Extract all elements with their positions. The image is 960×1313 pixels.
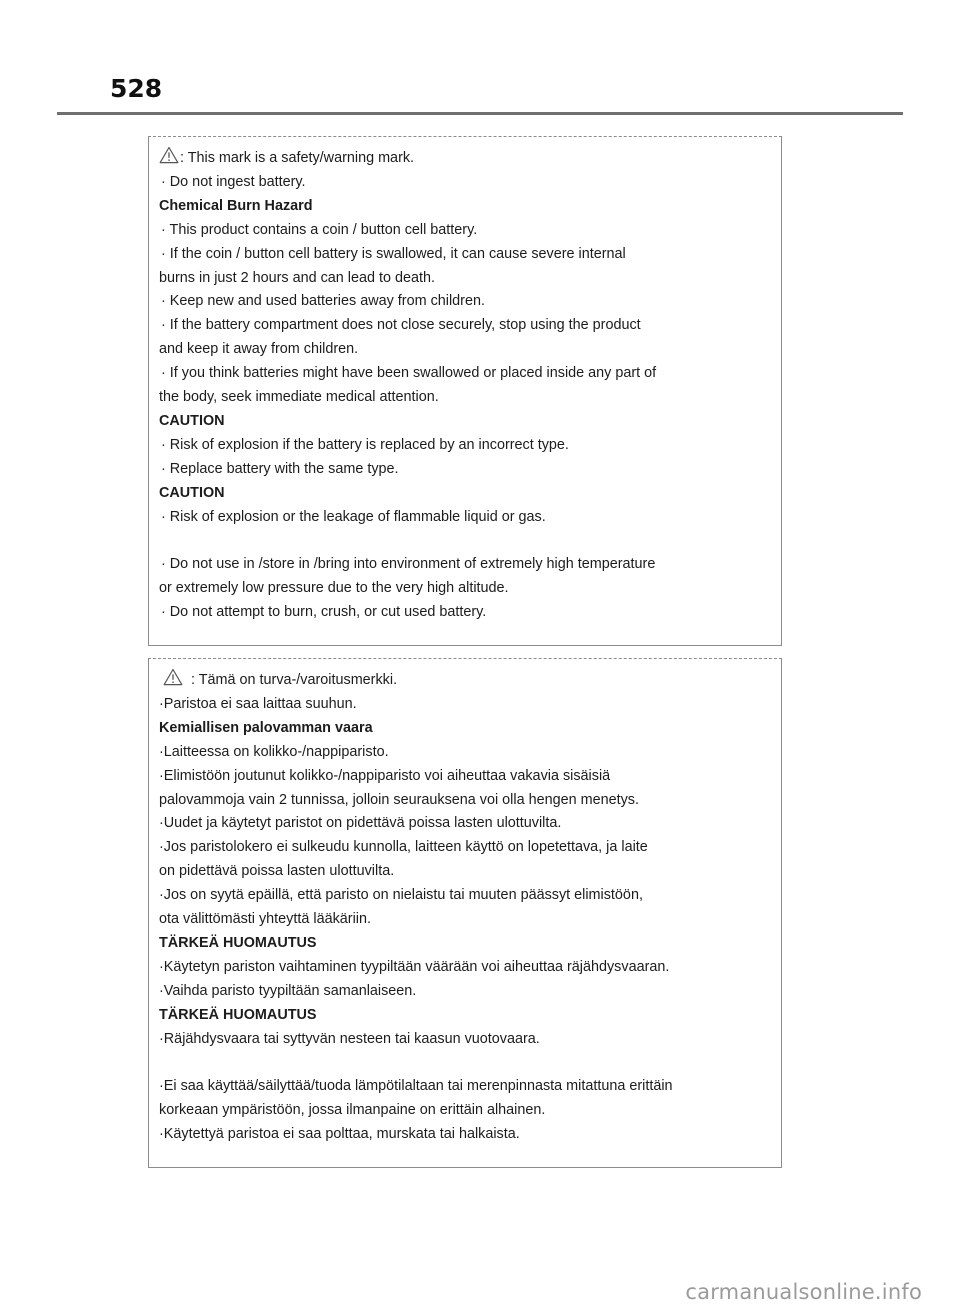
text-line: korkeaan ympäristöön, jossa ilmanpaine on erittäin alhainen.: [159, 1102, 546, 1119]
text-line: ·Elimistöön joutunut kolikko-/nappiparisto voi aiheuttaa vakavia sisäisiä: [159, 767, 611, 784]
text-line: · Do not use in /store in /bring into environment of extremely high temperature: [161, 556, 656, 573]
finnish-lines: [159, 693, 771, 1147]
watermark-text: carmanualsonline.info: [685, 1280, 922, 1304]
text-line: ·Paristoa ei saa laittaa suuhun.: [159, 695, 357, 712]
text-line: ·Ei saa käyttää/säilyttää/tuoda lämpötilaltaan tai merenpinnasta mitattuna erittäin: [159, 1078, 673, 1095]
text-line: ·Vaihda paristo tyypiltään samanlaiseen.: [159, 982, 417, 999]
english-lines: [159, 171, 771, 625]
english-warning-box: [148, 136, 782, 646]
english-warning-mark-line: [159, 146, 771, 171]
warning-triangle-icon: [159, 146, 179, 164]
section-heading: TÄRKEÄ HUOMAUTUS: [159, 1006, 317, 1023]
section-heading: CAUTION: [159, 484, 225, 501]
text-line: ·Laitteessa on kolikko-/nappiparisto.: [159, 743, 389, 760]
text-line: ·Käytettyä paristoa ei saa polttaa, murskata tai halkaista.: [159, 1126, 520, 1143]
text-line: burns in just 2 hours and can lead to death.: [159, 269, 436, 286]
page-number: 528: [110, 74, 163, 103]
text-line: · If the coin / button cell battery is swallowed, it can cause severe internal: [161, 245, 626, 262]
text-line: · If you think batteries might have been swallowed or placed inside any part of: [161, 365, 657, 382]
text-line: · Keep new and used batteries away from children.: [161, 293, 485, 310]
finnish-warning-box: [148, 658, 782, 1168]
warning-triangle-icon: [163, 668, 183, 686]
text-line: · Do not ingest battery.: [161, 173, 306, 190]
section-heading: TÄRKEÄ HUOMAUTUS: [159, 934, 317, 951]
text-line: or extremely low pressure due to the very high altitude.: [159, 580, 509, 597]
section-heading: CAUTION: [159, 412, 225, 429]
text-line: ·Jos on syytä epäillä, että paristo on nielaistu tai muuten päässyt elimistöön,: [159, 887, 643, 904]
finnish-warning-mark-line: [159, 668, 771, 693]
header-rule: [57, 112, 903, 115]
section-heading: Chemical Burn Hazard: [159, 197, 313, 214]
text-line: and keep it away from children.: [159, 341, 359, 358]
text-line: ·Uudet ja käytetyt paristot on pidettävä poissa lasten ulottuvilta.: [159, 815, 562, 832]
text-line: the body, seek immediate medical attention.: [159, 389, 439, 406]
text-line: ·Jos paristolokero ei sulkeudu kunnolla, laitteen käyttö on lopetettava, ja laite: [159, 839, 648, 856]
text-line: ·Käytetyn pariston vaihtaminen tyypiltään väärään voi aiheuttaa räjähdysvaaran.: [159, 958, 670, 975]
text-line: ota välittömästi yhteyttä lääkäriin.: [159, 911, 371, 928]
text-line: · Do not attempt to burn, crush, or cut used battery.: [161, 604, 487, 621]
text-line: · Replace battery with the same type.: [161, 460, 399, 477]
spacer: [159, 530, 771, 554]
text-line: · This product contains a coin / button cell battery.: [161, 221, 478, 238]
spacer: [159, 1052, 771, 1076]
text-line: · If the battery compartment does not close securely, stop using the product: [161, 317, 641, 334]
text-line: on pidettävä poissa lasten ulottuvilta.: [159, 863, 395, 880]
text-line: palovammoja vain 2 tunnissa, jolloin seurauksena voi olla hengen menetys.: [159, 791, 639, 808]
text-line: · Risk of explosion or the leakage of flammable liquid or gas.: [161, 508, 546, 525]
text-line: · Risk of explosion if the battery is replaced by an incorrect type.: [161, 436, 569, 453]
text-line: ·Räjähdysvaara tai syttyvän nesteen tai kaasun vuotovaara.: [159, 1030, 540, 1047]
english-warning-mark-text: : This mark is a safety/warning mark.: [180, 150, 415, 166]
section-heading: Kemiallisen palovamman vaara: [159, 719, 373, 736]
finnish-warning-mark-text: : Tämä on turva-/varoitusmerkki.: [191, 672, 398, 688]
